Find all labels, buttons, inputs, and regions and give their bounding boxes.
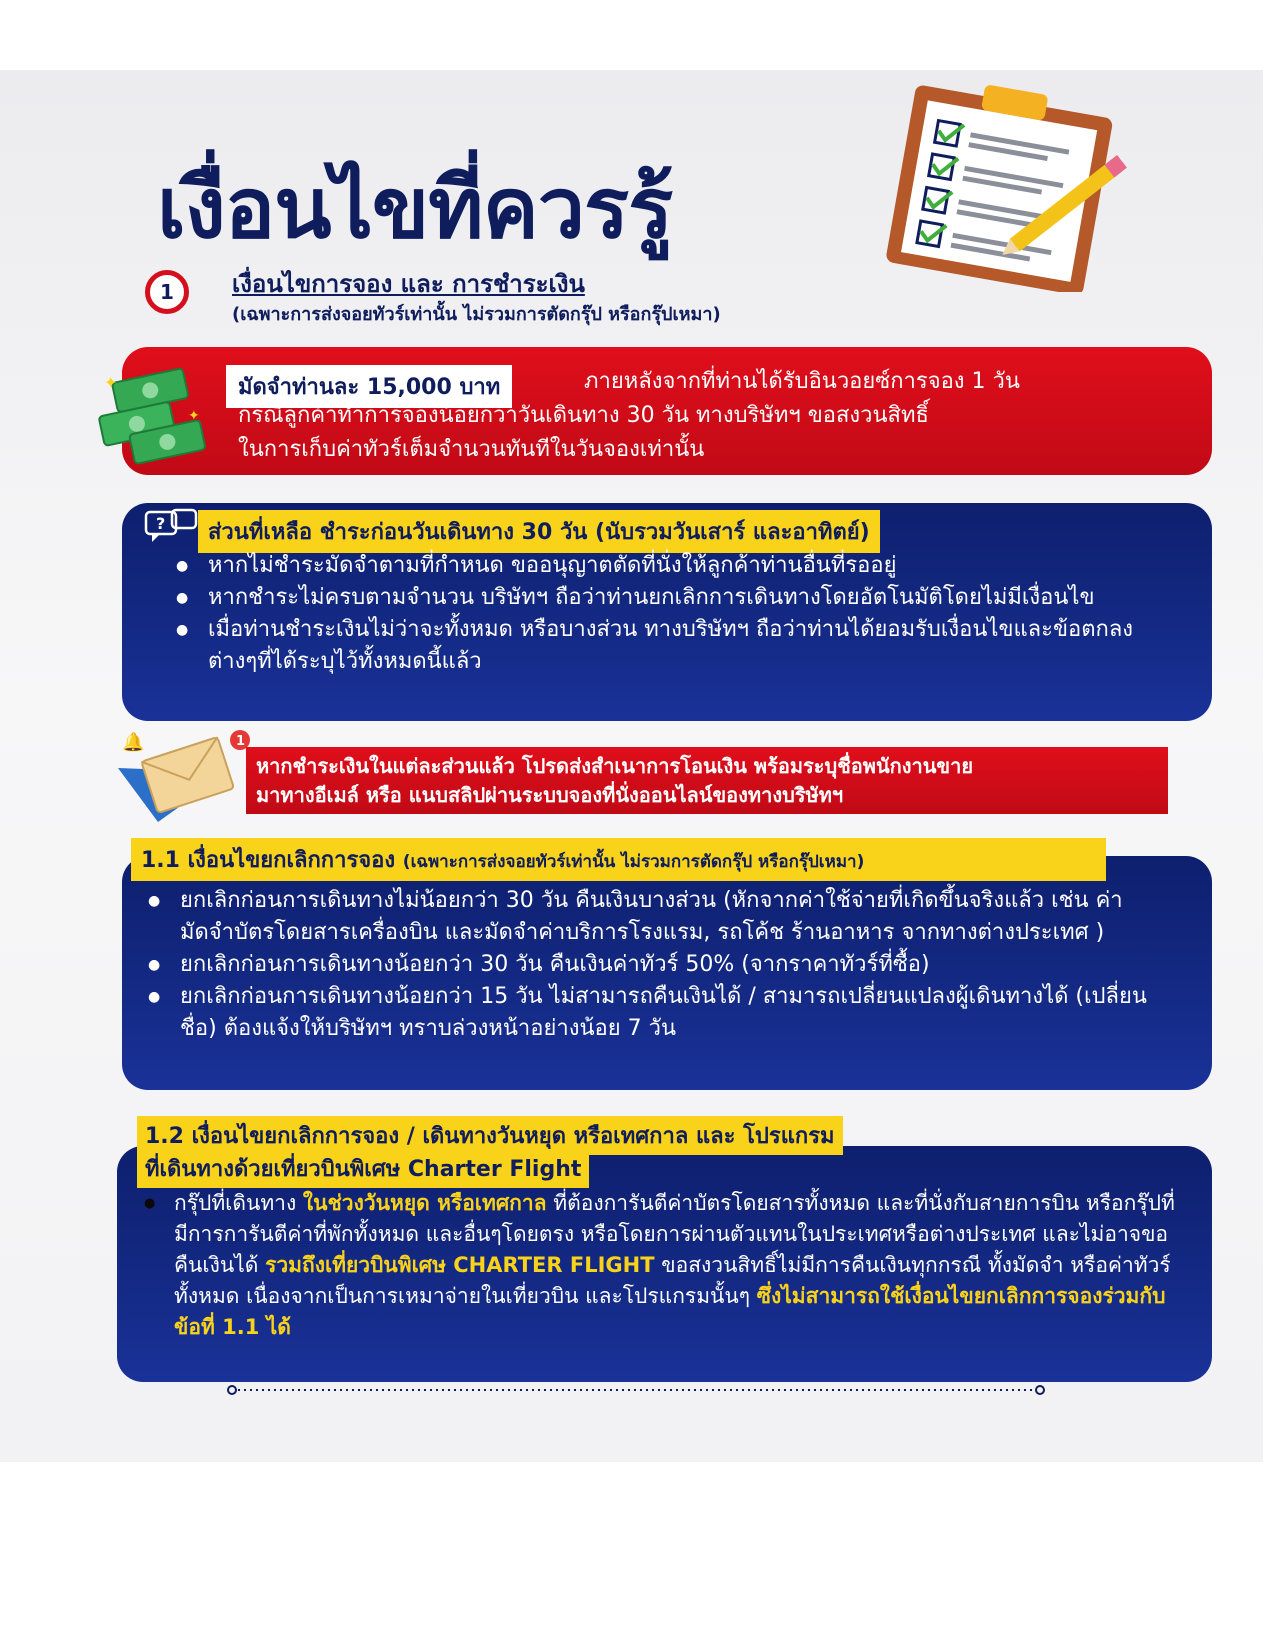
section-subtitle: (เฉพาะการส่งจอยทัวร์เท่านั้น ไม่รวมการตัดกรุ๊ป หรือกรุ๊ปเหมา)	[232, 304, 721, 325]
cancel-12-highlight-2: รวมถึงเที่ยวบินพิเศษ CHARTER FLIGHT	[265, 1253, 655, 1277]
svg-text:✦: ✦	[188, 408, 200, 424]
cancel-11-list	[148, 885, 1148, 1045]
money-icon	[90, 368, 210, 468]
cancel-11-heading-bar	[131, 838, 1106, 881]
cancel-12-highlight-3: ซึ่งไม่สามารถใช้เงื่อนไขยกเลิกการจองร่วมกับข้อที่ 1.1 ได้	[174, 1284, 1166, 1339]
list-item: ● ยกเลิกก่อนการเดินทางน้อยกว่า 15 วัน ไม่สามารถคืนเงินได้ / สามารถเปลี่ยนแปลงผู้เดินทางได้ (เปลี่ยนชื่อ) ต้องแจ้งให้บริษัทฯ ทราบล่วงหน้าอย่างน้อย 7 วัน	[148, 981, 1148, 1045]
cancel-12-text-1: กรุ๊ปที่เดินทาง	[174, 1191, 297, 1215]
deposit-line-2: กรณีลูกค้าทำการจองน้อยกว่าวันเดินทาง 30 วัน ทางบริษัทฯ ขอสงวนสิทธิ์	[238, 403, 929, 428]
svg-text:🔔: 🔔	[122, 732, 145, 753]
notification-count: 1	[236, 734, 246, 749]
list-item: ● เมื่อท่านชำระเงินไม่ว่าจะทั้งหมด หรือบางส่วน ทางบริษัทฯ ถือว่าท่านได้ยอมรับเงื่อนไขและข้อตกลงต่างๆที่ได้ระบุไว้ทั้งหมดนี้แล้ว	[176, 614, 1166, 678]
list-item: ● ยกเลิกก่อนการเดินทางน้อยกว่า 30 วัน คืนเงินค่าทัวร์ 50% (จากราคาทัวร์ที่ซื้อ)	[148, 949, 1148, 981]
cancel-12-paragraph: ● กรุ๊ปที่เดินทาง ในช่วงวันหยุด หรือเทศกาล ที่ต้องการันตีค่าบัตรโดยสารทั้งหมด และที่นั่งกับสายการบิน หรือกรุ๊ปที่มีการการันตีค่าที่พักทั้งหมด และอื่นๆโดยตรง หรือโดยการผ่านตัวแทนในประเทศหรือต่างประเทศ และไม่อาจขอคืนเงินได้ รวมถึงเที่ยวบินพิเศษ CHARTER FLIGHT ขอสงวนสิทธิ์ไม่มีการคืนเงินทุกกรณี ทั้งมัดจำ หรือค่าทัวร์ทั้งหมด เนื่องจากเป็นการเหมาจ่ายในเที่ยวบิน และโปรแกรมนั้นๆ ซึ่งไม่สามารถใช้เงื่อนไขยกเลิกการจองร่วมกับข้อที่ 1.1 ได้	[144, 1191, 1175, 1339]
cancel-12-text-3: ขอสงวนสิทธิ์ไม่มีการคืนเงินทุกกรณี ทั้งมัดจำ หรือค่าทัวร์ทั้งหมด เนื่องจากเป็นการเหมาจ่ายในเที่ยวบิน และโปรแกรมนั้นๆ	[174, 1253, 1171, 1308]
section-title: เงื่อนไขการจอง และ การชำระเงิน	[232, 270, 585, 298]
cancel-11-heading: 1.1 เงื่อนไขยกเลิกการจอง	[141, 848, 396, 873]
section-number-badge: 1	[145, 270, 189, 314]
deposit-line-1: ภายหลังจากที่ท่านได้รับอินวอยซ์การจอง 1 วัน	[584, 369, 1020, 394]
svg-text:?: ?	[156, 514, 166, 533]
list-item: ● หากชำระไม่ครบตามจำนวน บริษัทฯ ถือว่าท่านยกเลิกการเดินทางโดยอัตโนมัติโดยไม่มีเงื่อนไข	[176, 582, 1166, 614]
clipboard-icon	[880, 82, 1140, 292]
email-icon	[118, 728, 258, 824]
svg-text:✦: ✦	[104, 373, 118, 392]
notice-line-1: หากชำระเงินในแต่ละส่วนแล้ว โปรดส่งสำเนาการโอนเงิน พร้อมระบุชื่อพนักงานขาย	[256, 754, 974, 778]
dotted-divider	[226, 1384, 1046, 1396]
cancel-12-highlight-1: ในช่วงวันหยุด หรือเทศกาล	[302, 1191, 547, 1215]
deposit-amount-label: มัดจำท่านละ 15,000 บาท	[226, 365, 512, 408]
notice-line-2: มาทางอีเมล์ หรือ แนบสลิปผ่านระบบจองที่นั่งออนไลน์ของทางบริษัทฯ	[256, 783, 844, 807]
deposit-line-3: ในการเก็บค่าทัวร์เต็มจำนวนทันทีในวันจองเท่านั้น	[238, 437, 705, 462]
list-item: ● หากไม่ชำระมัดจำตามที่กำหนด ขออนุญาตตัดที่นั่งให้ลูกค้าท่านอื่นที่รออยู่	[176, 550, 1166, 582]
chat-question-icon	[144, 508, 200, 548]
cancel-12-heading-line-1: 1.2 เงื่อนไขยกเลิกการจอง / เดินทางวันหยุด หรือเทศกาล และ โปรแกรม	[137, 1116, 843, 1155]
remaining-heading: ส่วนที่เหลือ ชำระก่อนวันเดินทาง 30 วัน (นับรวมวันเสาร์ และอาทิตย์)	[198, 510, 880, 553]
cancel-11-heading-note: (เฉพาะการส่งจอยทัวร์เท่านั้น ไม่รวมการตัดกรุ๊ป หรือกรุ๊ปเหมา)	[402, 852, 865, 872]
cancel-12-heading-line-2: ที่เดินทางด้วยเที่ยวบินพิเศษ Charter Flight	[137, 1149, 589, 1188]
list-item: ● ยกเลิกก่อนการเดินทางไม่น้อยกว่า 30 วัน คืนเงินบางส่วน (หักจากค่าใช้จ่ายที่เกิดขึ้นจริงแล้ว เช่น ค่ามัดจำบัตรโดยสารเครื่องบิน และมัดจำค่าบริการโรงแรม, รถโค้ช ร้านอาหาร จากทางต่างประเทศ )	[148, 885, 1148, 949]
cancel-12-text-2: ที่ต้องการันตีค่าบัตรโดยสารทั้งหมด และที่นั่งกับสายการบิน หรือกรุ๊ปที่มีการการันตีค่าที่พักทั้งหมด และอื่นๆโดยตรง หรือโดยการผ่านตัวแทนในประเทศหรือต่างประเทศ และไม่อาจขอคืนเงินได้	[174, 1191, 1175, 1277]
page-title: เงื่อนไขที่ควรรู้	[157, 159, 673, 257]
remaining-list	[176, 550, 1166, 678]
